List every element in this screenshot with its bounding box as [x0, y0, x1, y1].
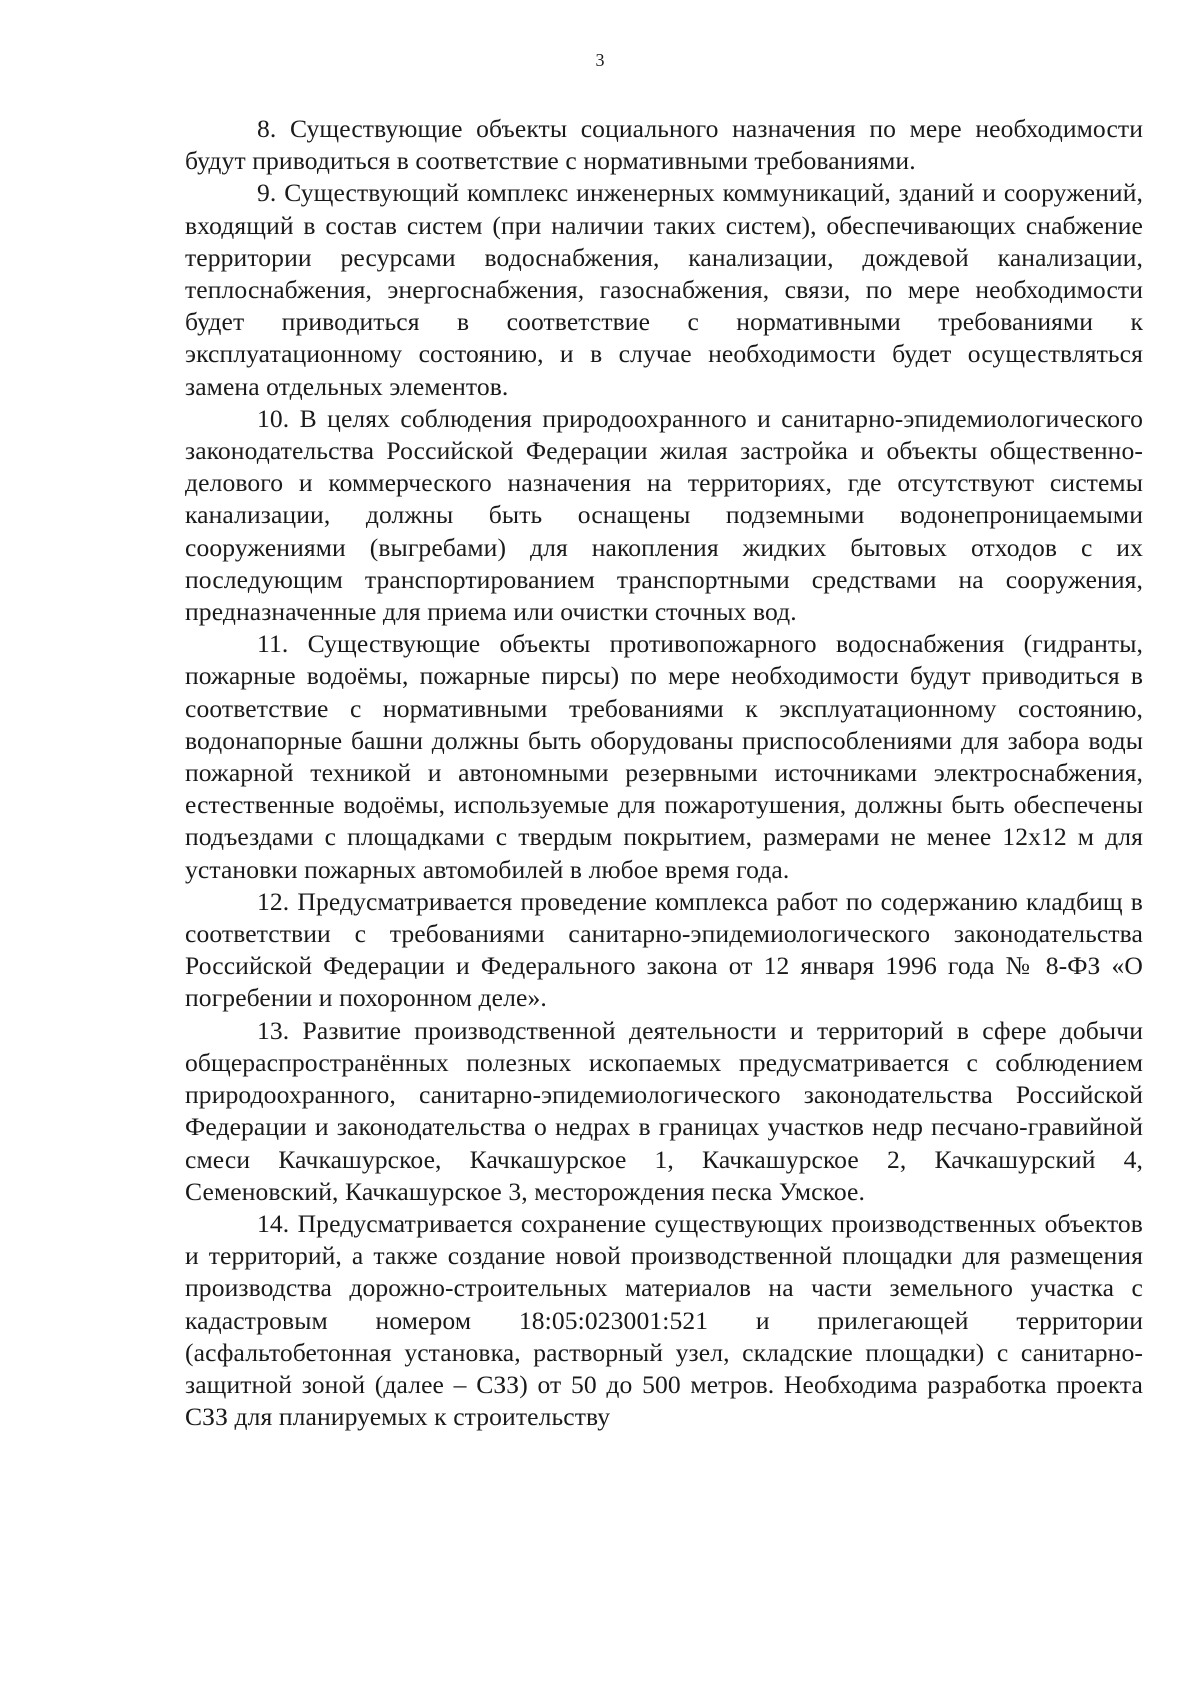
paragraph-10: 10. В целях соблюдения природоохранного и санитарно-эпидемиологического законодательства Российской Федерации жилая застройка и объекты общественно-делового и коммерческого назначения на территориях, где отсутствуют системы канализации, должны быть оснащены подземными водонепроницаемыми сооружениями (выгребами) для накопления жидких бытовых отходов с их последующим транспортированием транспортными средствами на сооружения, предназначенные для приема или очистки сточных вод. — [185, 403, 1143, 627]
paragraph-11: 11. Существующие объекты противопожарного водоснабжения (гидранты, пожарные водоёмы, пожарные пирсы) по мере необходимости будут приводиться в соответствие с нормативными требованиями к эксплуатационному состоянию, водонапорные башни должны быть оборудованы приспособлениями для забора воды пожарной техникой и автономными резервными источниками электроснабжения, естественные водоёмы, используемые для пожаротушения, должны быть обеспечены подъездами с площадками с твердым покрытием, размерами не менее 12х12 м для установки пожарных автомобилей в любое время года. — [185, 629, 1143, 884]
paragraph-12: 12. Предусматривается проведение комплекса работ по содержанию кладбищ в соответствии с требованиями санитарно-эпидемиологического законодательства Российской Федерации и Федерального закона от 12 января 1996 года № 8-ФЗ «О погребении и похоронном деле». — [185, 886, 1143, 1013]
paragraph-14: 14. Предусматривается сохранение существующих производственных объектов и территорий, а также создание новой производственной площадки для размещения производства дорожно-строительных материалов на части земельного участка с кадастровым номером 18:05:023001:521 и прилегающей территории (асфальтобетонная установка, растворный узел, складские площадки) с санитарно-защитной зоной (далее – СЗЗ) от 50 до 500 метров. Необходима разработка проекта СЗЗ для планируемых к строительству — [185, 1208, 1143, 1432]
paragraph-13: 13. Развитие производственной деятельности и территорий в сфере добычи общераспространённых полезных ископаемых предусматривается с соблюдением природоохранного, санитарно-эпидемиологического законодательства Российской Федерации и законодательства о недрах в границах участков недр песчано-гравийной смеси Качкашурское, Качкашурское 1, Качкашурское 2, Качкашурский 4, Семеновский, Качкашурское 3, месторождения песка Умское. — [185, 1015, 1143, 1206]
page-number: 3 — [595, 50, 605, 70]
paragraph-8: 8. Существующие объекты социального назначения по мере необходимости будут приводиться в соответствие с нормативными требованиями. — [185, 114, 1143, 176]
document-body — [185, 113, 1143, 1433]
paragraph-9: 9. Существующий комплекс инженерных коммуникаций, зданий и сооружений, входящий в состав систем (при наличии таких систем), обеспечивающих снабжение территории ресурсами водоснабжения, канализации, дождевой канализации, теплоснабжения, энергоснабжения, газоснабжения, связи, по мере необходимости будет приводиться в соответствие с нормативными требованиями к эксплуатационному состоянию, и в случае необходимости будет осуществляться замена отдельных элементов. — [185, 178, 1143, 401]
